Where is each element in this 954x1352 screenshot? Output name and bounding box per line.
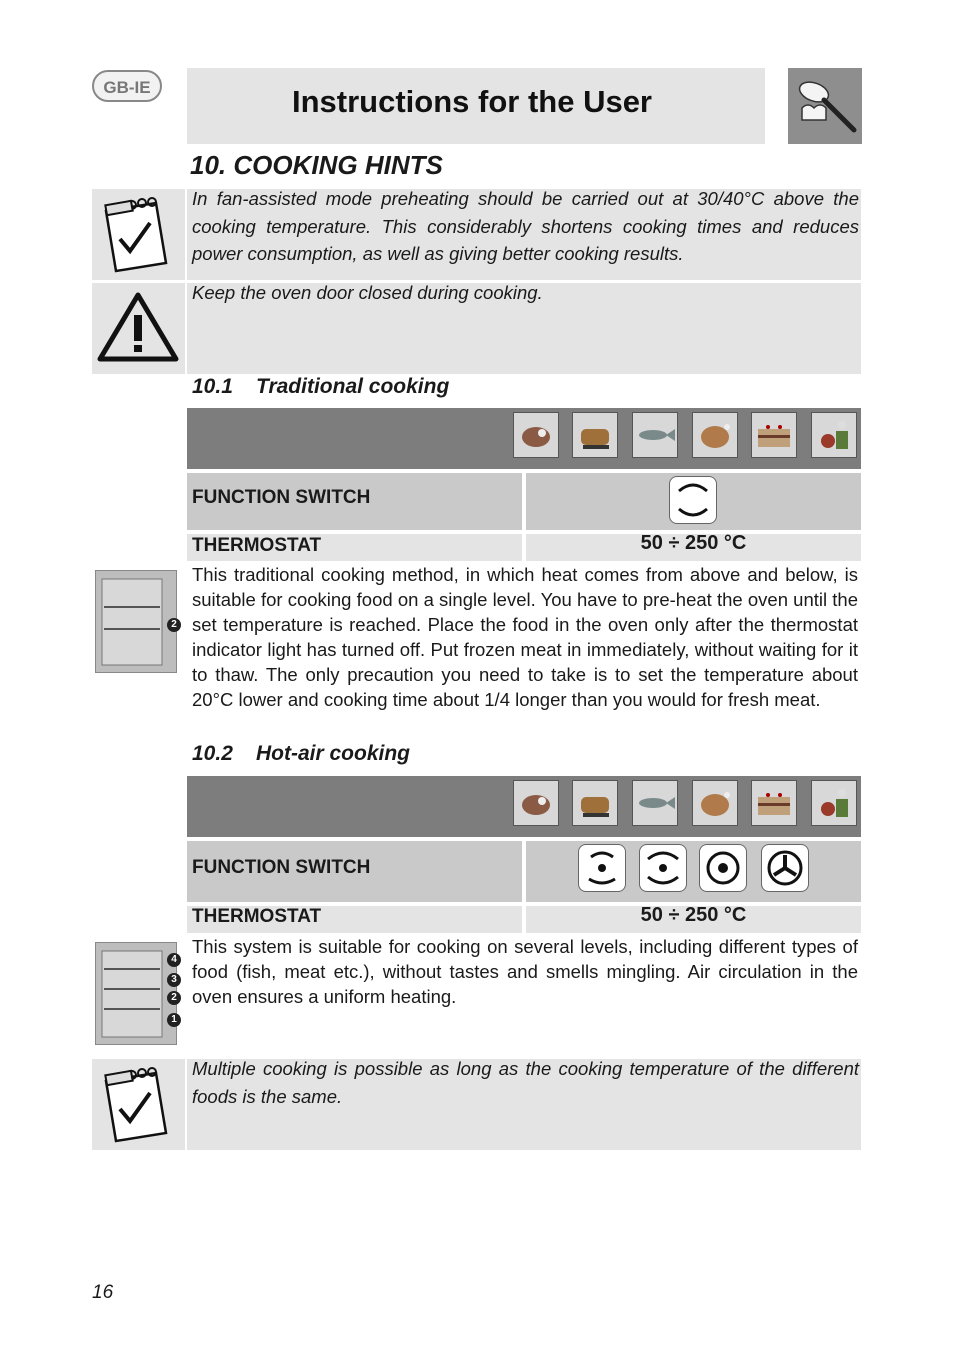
fan-grill-icon — [761, 844, 809, 892]
note-text: In fan-assisted mode preheating should be carried out at 30/40°C above the cooking temperature. This considerably shortens cooking times and reduces power consumption, as well as giving better cooking results. — [192, 188, 859, 264]
cake-icon — [751, 412, 797, 458]
top-bottom-heat-icon — [669, 476, 717, 524]
traditional-description: This traditional cooking method, in which heat comes from above and below, is suitable for cooking food on a single level. You have to pre-heat the oven until the set temperature is reached. Place the food in the oven only after the thermostat indicator light has turned off. Put frozen meat in immediately, without waiting for it to thaw. The only precaution you need to take is to set the temperature about 20°C lower and cooking time about 1/4 longer than you would for fresh meat. — [192, 564, 858, 710]
fish-icon — [632, 412, 678, 458]
thermostat-value: 50 ÷ 250 °C — [640, 904, 747, 926]
bread-icon — [572, 412, 618, 458]
vegetables-icon — [811, 780, 857, 826]
roast-icon — [513, 412, 559, 458]
notepad-check-icon — [92, 1059, 185, 1150]
section-title: 10. COOKING HINTS — [190, 150, 443, 180]
thermostat-label: THERMOSTAT — [192, 535, 322, 556]
function-switch-label: FUNCTION SWITCH — [192, 857, 371, 878]
oven-shelf-icon — [95, 570, 177, 673]
subsection-title-hotair — [192, 742, 410, 766]
bread-icon — [572, 780, 618, 826]
function-switch-value-cell — [526, 841, 861, 902]
oven-shelves-icon — [95, 942, 177, 1045]
language-badge: GB-IE — [92, 70, 162, 102]
shelf-number-badge: 2 — [167, 618, 181, 632]
subsection-label: Traditional cooking — [256, 375, 450, 398]
function-switch-label: FUNCTION SWITCH — [192, 487, 371, 508]
cake-icon — [751, 780, 797, 826]
shelf-number-badge: 3 — [167, 973, 181, 987]
fish-icon — [632, 780, 678, 826]
warning-triangle-icon — [92, 283, 185, 374]
poultry-icon — [692, 412, 738, 458]
subsection-number: 10.2 — [192, 742, 233, 765]
warning-text: Keep the oven door closed during cooking. — [192, 282, 543, 303]
note-icon-box — [92, 189, 185, 280]
poultry-icon — [692, 780, 738, 826]
thermostat-value: 50 ÷ 250 °C — [640, 532, 747, 554]
shelf-number-badge: 1 — [167, 1013, 181, 1027]
fan-heat-icon — [578, 844, 626, 892]
page-number: 16 — [92, 1282, 114, 1303]
shelf-number-badge: 2 — [167, 991, 181, 1005]
chef-spoon-logo-icon — [788, 68, 862, 144]
note-text: Multiple cooking is possible as long as the cooking temperature of the different foods is the same. — [192, 1058, 859, 1107]
roast-icon — [513, 780, 559, 826]
thermostat-label: THERMOSTAT — [192, 906, 322, 927]
hotair-description: This system is suitable for cooking on several levels, including different types of food (fish, meat etc.), without tastes and smells mingling. Air circulation in the oven ensures a uniform heating. — [192, 936, 858, 1007]
warning-icon-box — [92, 283, 185, 374]
vegetables-icon — [811, 412, 857, 458]
note-icon-box — [92, 1059, 185, 1150]
subsection-label: Hot-air cooking — [256, 742, 411, 765]
fan-top-bottom-icon — [639, 844, 687, 892]
subsection-title-traditional — [192, 375, 449, 399]
notepad-check-icon — [92, 189, 185, 280]
fan-circular-icon — [699, 844, 747, 892]
subsection-number: 10.1 — [192, 375, 233, 398]
page-title: Instructions for the User — [292, 84, 652, 119]
shelf-number-badge: 4 — [167, 953, 181, 967]
